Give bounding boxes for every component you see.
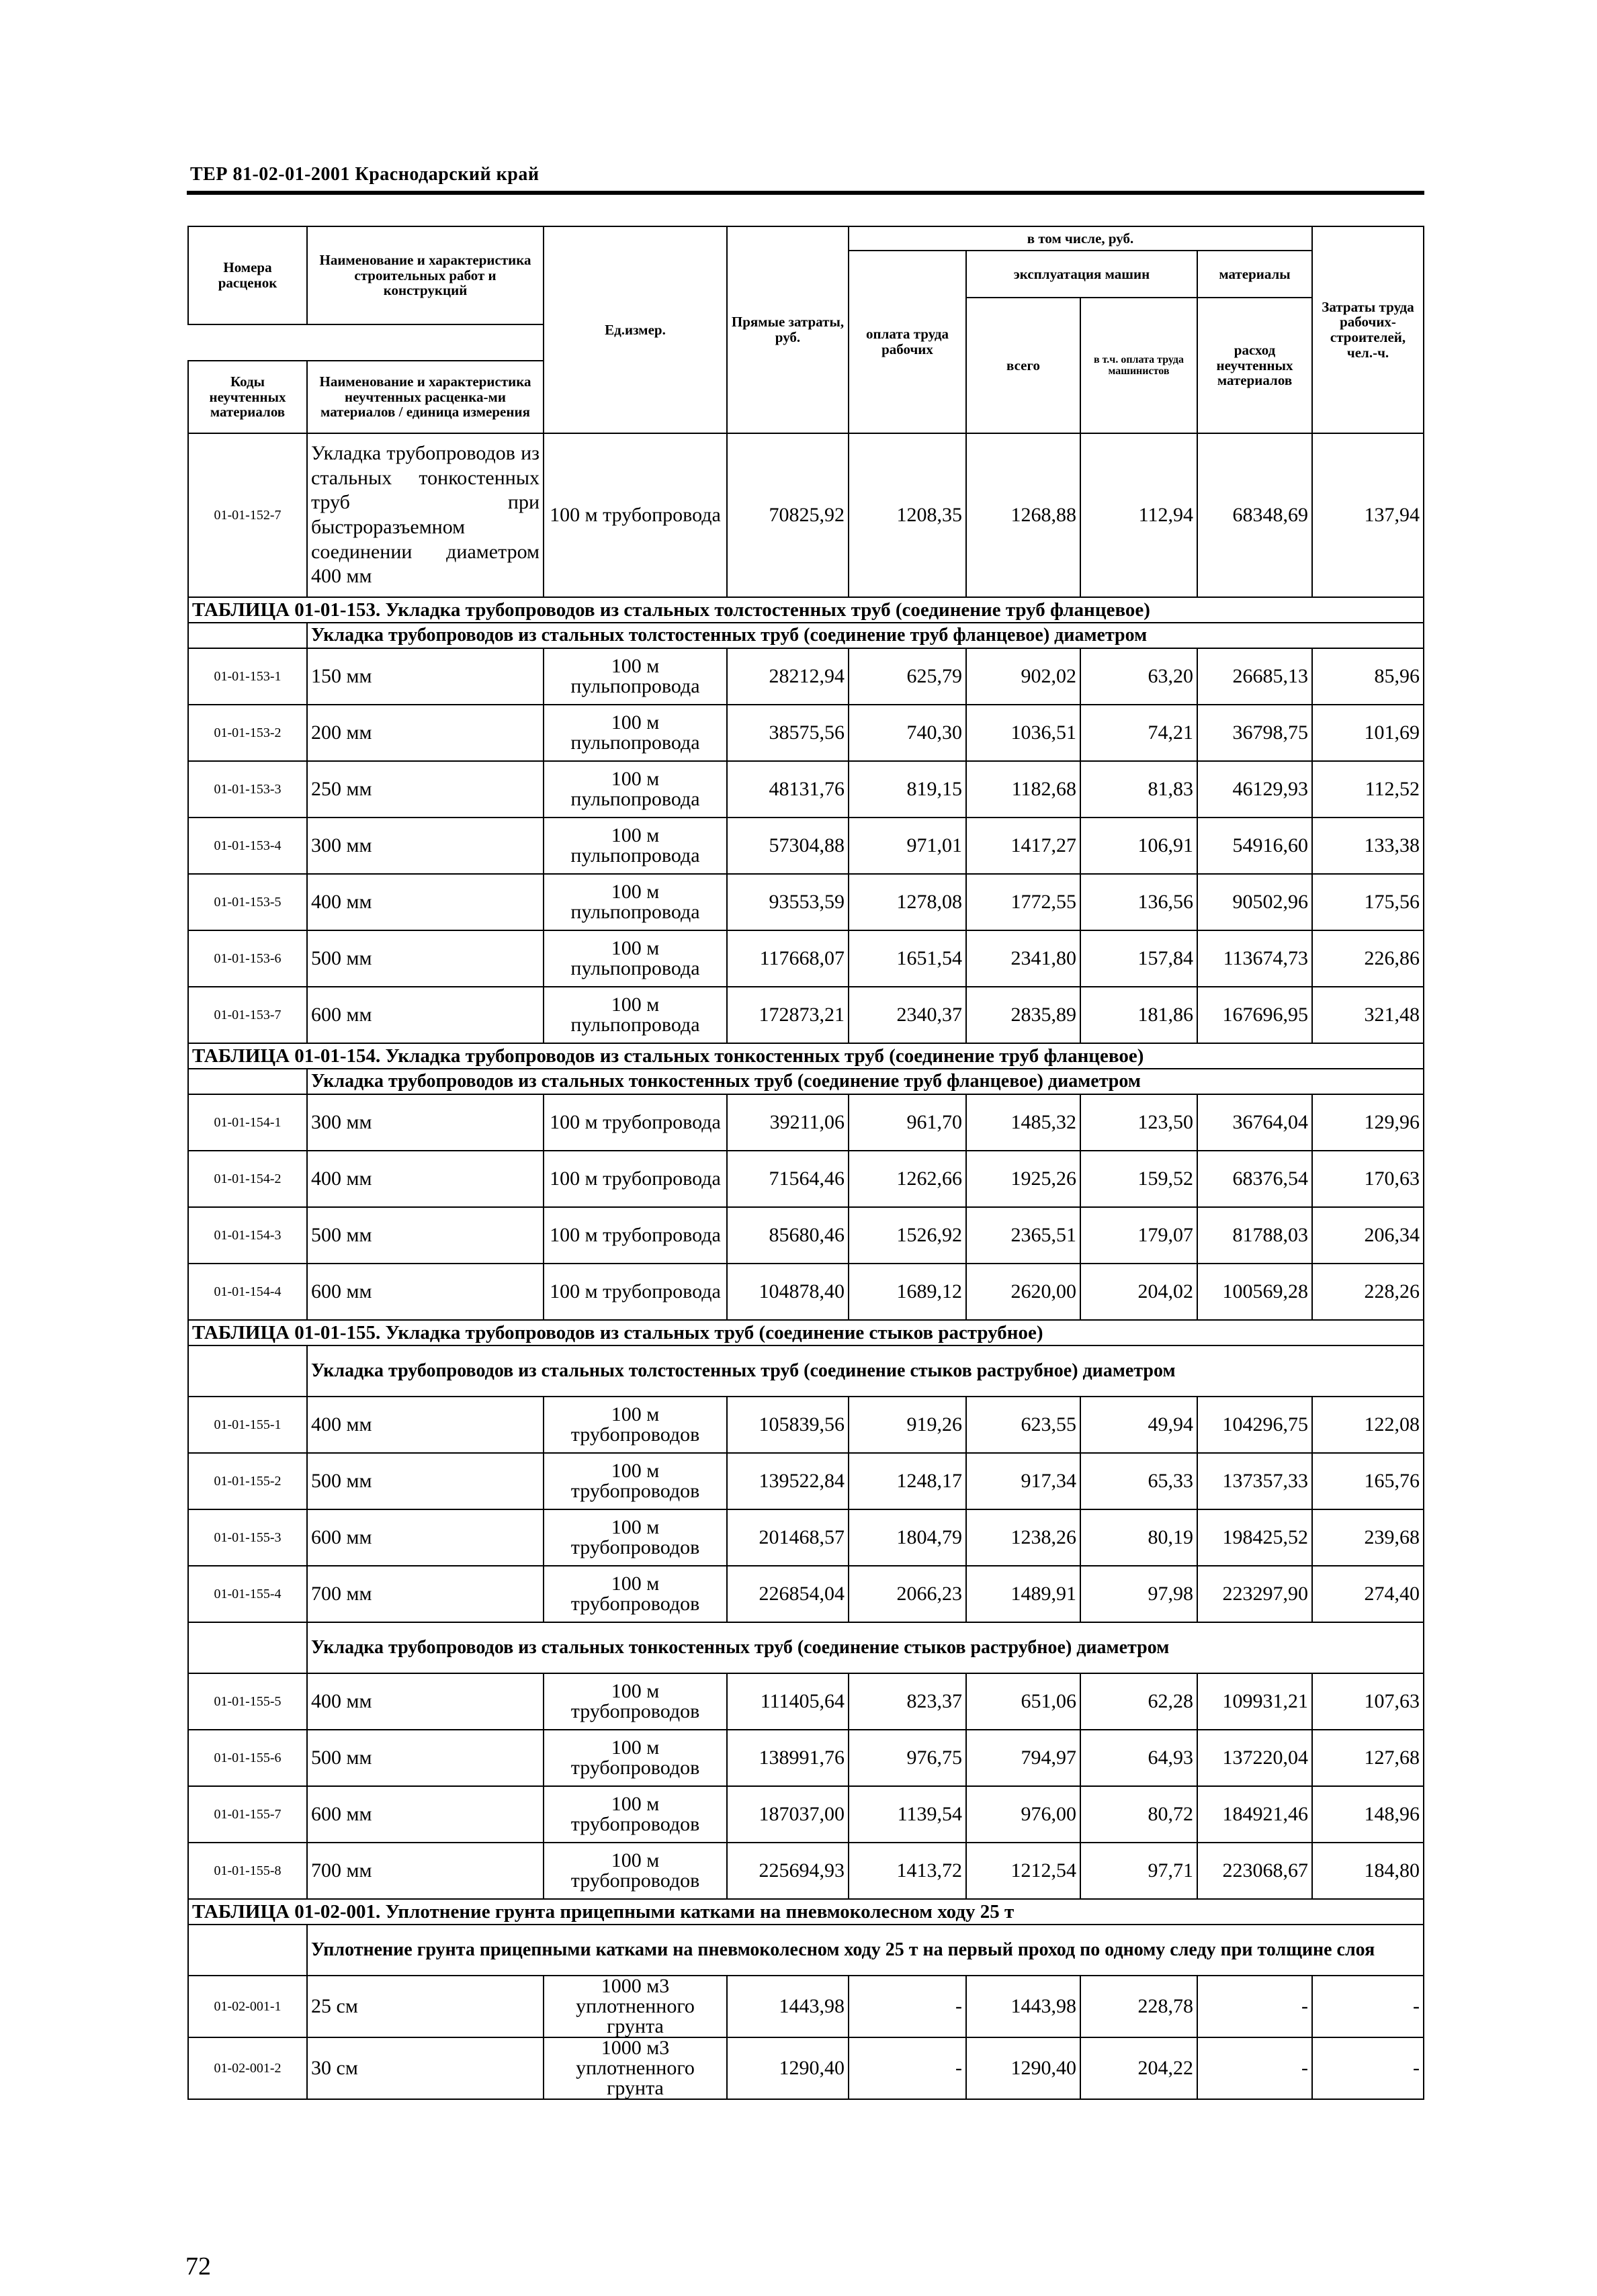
row-code: 01-01-155-6 xyxy=(188,1730,307,1786)
row-direct: 70825,92 xyxy=(727,433,849,597)
row-materials: 137357,33 xyxy=(1197,1453,1312,1509)
table-section-row xyxy=(188,1899,1424,1925)
row-materials: 90502,96 xyxy=(1197,874,1312,930)
table-row xyxy=(188,1843,1424,1899)
row-workers: 184,80 xyxy=(1312,1843,1424,1899)
row-name: 400 мм xyxy=(307,1397,544,1453)
table-row xyxy=(188,1730,1424,1786)
row-unit: 100 м трубопровода xyxy=(544,1207,727,1264)
col-workers: Затраты труда рабочих-строителей, чел.-ч. xyxy=(1312,226,1424,433)
row-labor: 2066,23 xyxy=(849,1566,966,1622)
row-unit: 100 м пульпопровода xyxy=(544,987,727,1043)
row-name: 400 мм xyxy=(307,1151,544,1207)
row-workers: 133,38 xyxy=(1312,818,1424,874)
row-materials: 36798,75 xyxy=(1197,705,1312,761)
row-name: 30 см xyxy=(307,2037,544,2099)
subheading-row xyxy=(188,1069,1424,1094)
row-workers: - xyxy=(1312,1976,1424,2037)
row-workers: 228,26 xyxy=(1312,1264,1424,1320)
row-name: 150 мм xyxy=(307,648,544,705)
row-name: 600 мм xyxy=(307,1509,544,1566)
row-code: 01-01-154-2 xyxy=(188,1151,307,1207)
row-materials: 68348,69 xyxy=(1197,433,1312,597)
row-materials: 104296,75 xyxy=(1197,1397,1312,1453)
table-section-row xyxy=(188,1043,1424,1069)
row-name: 400 мм xyxy=(307,874,544,930)
row-mach-labor: 80,19 xyxy=(1080,1509,1197,1566)
table-row xyxy=(188,1786,1424,1843)
row-unit: 1000 м3 уплотненного грунта xyxy=(544,1976,727,2037)
row-mach: 1772,55 xyxy=(966,874,1080,930)
row-code: 01-01-154-4 xyxy=(188,1264,307,1320)
row-mach-labor: 181,86 xyxy=(1080,987,1197,1043)
row-workers: 165,76 xyxy=(1312,1453,1424,1509)
table-section-row xyxy=(188,1320,1424,1345)
row-mach-labor: 106,91 xyxy=(1080,818,1197,874)
row-labor: - xyxy=(849,2037,966,2099)
row-direct: 39211,06 xyxy=(727,1094,849,1151)
row-mach-labor: 179,07 xyxy=(1080,1207,1197,1264)
row-unit: 100 м трубопроводов xyxy=(544,1786,727,1843)
table-row xyxy=(188,1976,1424,2037)
row-mach-labor: 204,22 xyxy=(1080,2037,1197,2099)
row-unit: 100 м трубопровода xyxy=(544,1151,727,1207)
row-mach-labor: 159,52 xyxy=(1080,1151,1197,1207)
row-labor: 919,26 xyxy=(849,1397,966,1453)
row-workers: 129,96 xyxy=(1312,1094,1424,1151)
subheading-spacer xyxy=(188,623,307,648)
row-labor: 740,30 xyxy=(849,705,966,761)
row-labor: 1689,12 xyxy=(849,1264,966,1320)
row-code: 01-02-001-1 xyxy=(188,1976,307,2037)
table-title: ТАБЛИЦА 01-01-153. Укладка трубопроводов из стальных толстостенных труб (соединение труб фланцевое) xyxy=(188,597,1424,623)
row-materials: 223297,90 xyxy=(1197,1566,1312,1622)
subheading: Укладка трубопроводов из стальных толстостенных труб (соединение труб фланцевое) диаметром xyxy=(307,623,1424,648)
col-name-b: Наименование и характеристика неучтенных расценка-ми материалов / единица измерения xyxy=(307,361,544,433)
row-workers: 122,08 xyxy=(1312,1397,1424,1453)
row-materials: 184921,46 xyxy=(1197,1786,1312,1843)
col-mat-use: расход неучтенных материалов xyxy=(1197,298,1312,433)
row-mach: 1036,51 xyxy=(966,705,1080,761)
col-code-b: Коды неучтенных материалов xyxy=(188,361,307,433)
row-workers: 85,96 xyxy=(1312,648,1424,705)
table-row xyxy=(188,1397,1424,1453)
row-labor: 976,75 xyxy=(849,1730,966,1786)
row-name: 500 мм xyxy=(307,1453,544,1509)
row-name: 25 см xyxy=(307,1976,544,2037)
row-mach: 2835,89 xyxy=(966,987,1080,1043)
row-mach-labor: 228,78 xyxy=(1080,1976,1197,2037)
table-row xyxy=(188,874,1424,930)
row-name: 300 мм xyxy=(307,818,544,874)
row-unit: 100 м трубопроводов xyxy=(544,1397,727,1453)
row-labor: 625,79 xyxy=(849,648,966,705)
page-number: 72 xyxy=(185,2252,211,2281)
row-mach: 2620,00 xyxy=(966,1264,1080,1320)
row-mach: 1485,32 xyxy=(966,1094,1080,1151)
row-labor: 1526,92 xyxy=(849,1207,966,1264)
row-mach-labor: 65,33 xyxy=(1080,1453,1197,1509)
row-unit: 100 м трубопроводов xyxy=(544,1730,727,1786)
row-code: 01-01-153-5 xyxy=(188,874,307,930)
table-row xyxy=(188,648,1424,705)
table-row xyxy=(188,987,1424,1043)
row-direct: 138991,76 xyxy=(727,1730,849,1786)
row-mach-labor: 97,71 xyxy=(1080,1843,1197,1899)
row-workers: - xyxy=(1312,2037,1424,2099)
row-materials: 198425,52 xyxy=(1197,1509,1312,1566)
row-mach: 1182,68 xyxy=(966,761,1080,818)
row-code: 01-01-155-3 xyxy=(188,1509,307,1566)
row-labor: 1139,54 xyxy=(849,1786,966,1843)
row-mach: 651,06 xyxy=(966,1673,1080,1730)
subheading-row xyxy=(188,1622,1424,1673)
row-unit: 100 м трубопроводов xyxy=(544,1509,727,1566)
row-workers: 321,48 xyxy=(1312,987,1424,1043)
table-row xyxy=(188,1264,1424,1320)
row-labor: 823,37 xyxy=(849,1673,966,1730)
col-materials: материалы xyxy=(1197,251,1312,298)
row-mach-labor: 97,98 xyxy=(1080,1566,1197,1622)
row-materials: 100569,28 xyxy=(1197,1264,1312,1320)
row-mach-labor: 123,50 xyxy=(1080,1094,1197,1151)
row-code: 01-01-153-1 xyxy=(188,648,307,705)
row-mach-labor: 64,93 xyxy=(1080,1730,1197,1786)
table-row xyxy=(188,1673,1424,1730)
row-code: 01-01-155-5 xyxy=(188,1673,307,1730)
row-direct: 57304,88 xyxy=(727,818,849,874)
row-materials: - xyxy=(1197,2037,1312,2099)
row-code: 01-01-153-6 xyxy=(188,930,307,987)
col-mach-labor: в т.ч. оплата труда машинистов xyxy=(1080,298,1197,433)
row-name: 200 мм xyxy=(307,705,544,761)
header-rule xyxy=(187,191,1424,195)
table-row xyxy=(188,1151,1424,1207)
table-row xyxy=(188,1509,1424,1566)
col-mach: эксплуатация машин xyxy=(966,251,1197,298)
price-table xyxy=(187,226,1424,2100)
row-unit: 100 м пульпопровода xyxy=(544,874,727,930)
row-unit: 100 м трубопроводов xyxy=(544,1566,727,1622)
row-code: 01-01-155-1 xyxy=(188,1397,307,1453)
subheading-spacer xyxy=(188,1622,307,1673)
row-code: 01-01-155-7 xyxy=(188,1786,307,1843)
row-name: 700 мм xyxy=(307,1843,544,1899)
row-workers: 226,86 xyxy=(1312,930,1424,987)
row-name: 500 мм xyxy=(307,1730,544,1786)
table-row xyxy=(188,2037,1424,2099)
row-materials: 81788,03 xyxy=(1197,1207,1312,1264)
table-row xyxy=(188,930,1424,987)
row-direct: 139522,84 xyxy=(727,1453,849,1509)
row-materials: 36764,04 xyxy=(1197,1094,1312,1151)
subheading-spacer xyxy=(188,1345,307,1397)
row-mach-labor: 81,83 xyxy=(1080,761,1197,818)
row-workers: 274,40 xyxy=(1312,1566,1424,1622)
row-mach-labor: 63,20 xyxy=(1080,648,1197,705)
row-workers: 206,34 xyxy=(1312,1207,1424,1264)
table-row xyxy=(188,1453,1424,1509)
row-materials: 109931,21 xyxy=(1197,1673,1312,1730)
row-workers: 175,56 xyxy=(1312,874,1424,930)
col-code-a: Номера расценок xyxy=(188,226,307,324)
subheading: Уплотнение грунта прицепными катками на пневмоколесном ходу 25 т на первый проход по одному следу при толщине слоя xyxy=(307,1925,1424,1976)
subheading-row xyxy=(188,1925,1424,1976)
row-mach: 1290,40 xyxy=(966,2037,1080,2099)
table-row xyxy=(188,705,1424,761)
row-workers: 239,68 xyxy=(1312,1509,1424,1566)
row-mach: 2365,51 xyxy=(966,1207,1080,1264)
row-direct: 172873,21 xyxy=(727,987,849,1043)
row-direct: 38575,56 xyxy=(727,705,849,761)
table-title: ТАБЛИЦА 01-01-155. Укладка трубопроводов из стальных труб (соединение стыков раструбное) xyxy=(188,1320,1424,1345)
table-title: ТАБЛИЦА 01-01-154. Укладка трубопроводов из стальных тонкостенных труб (соединение труб фланцевое) xyxy=(188,1043,1424,1069)
row-name: 600 мм xyxy=(307,1786,544,1843)
row-direct: 187037,00 xyxy=(727,1786,849,1843)
row-mach-labor: 62,28 xyxy=(1080,1673,1197,1730)
row-labor: 2340,37 xyxy=(849,987,966,1043)
table-row xyxy=(188,761,1424,818)
row-workers: 127,68 xyxy=(1312,1730,1424,1786)
row-code: 01-01-154-1 xyxy=(188,1094,307,1151)
row-mach: 976,00 xyxy=(966,1786,1080,1843)
row-direct: 225694,93 xyxy=(727,1843,849,1899)
row-code: 01-01-154-3 xyxy=(188,1207,307,1264)
row-code: 01-01-153-7 xyxy=(188,987,307,1043)
row-unit: 100 м трубопровода xyxy=(544,1094,727,1151)
row-code: 01-01-153-4 xyxy=(188,818,307,874)
row-mach: 1489,91 xyxy=(966,1566,1080,1622)
table-row xyxy=(188,1566,1424,1622)
row-workers: 101,69 xyxy=(1312,705,1424,761)
row-labor: 1651,54 xyxy=(849,930,966,987)
row-materials: 137220,04 xyxy=(1197,1730,1312,1786)
row-direct: 85680,46 xyxy=(727,1207,849,1264)
row-unit: 100 м трубопровода xyxy=(544,1264,727,1320)
row-materials: 167696,95 xyxy=(1197,987,1312,1043)
row-code: 01-01-152-7 xyxy=(188,433,307,597)
row-unit: 100 м трубопровода xyxy=(544,433,727,597)
row-labor: 1278,08 xyxy=(849,874,966,930)
row-mach: 1417,27 xyxy=(966,818,1080,874)
row-mach-labor: 112,94 xyxy=(1080,433,1197,597)
row-unit: 100 м пульпопровода xyxy=(544,648,727,705)
row-labor: 1248,17 xyxy=(849,1453,966,1509)
subheading-spacer xyxy=(188,1069,307,1094)
row-direct: 71564,46 xyxy=(727,1151,849,1207)
row-mach-labor: 136,56 xyxy=(1080,874,1197,930)
col-labor: оплата труда рабочих xyxy=(849,251,966,433)
row-labor: 1804,79 xyxy=(849,1509,966,1566)
col-mach-total: всего xyxy=(966,298,1080,433)
row-code: 01-01-155-2 xyxy=(188,1453,307,1509)
subheading-row xyxy=(188,623,1424,648)
table-row xyxy=(188,1207,1424,1264)
row-mach: 917,34 xyxy=(966,1453,1080,1509)
table-section-row xyxy=(188,597,1424,623)
row-name: 600 мм xyxy=(307,1264,544,1320)
row-code: 01-01-153-3 xyxy=(188,761,307,818)
subheading-spacer xyxy=(188,1925,307,1976)
row-mach: 1268,88 xyxy=(966,433,1080,597)
row-name: 600 мм xyxy=(307,987,544,1043)
row-labor: 1208,35 xyxy=(849,433,966,597)
row-direct: 1443,98 xyxy=(727,1976,849,2037)
row-unit: 100 м пульпопровода xyxy=(544,818,727,874)
row-mach: 1238,26 xyxy=(966,1509,1080,1566)
row-code: 01-01-153-2 xyxy=(188,705,307,761)
row-mach: 1925,26 xyxy=(966,1151,1080,1207)
row-materials: 223068,67 xyxy=(1197,1843,1312,1899)
row-unit: 1000 м3 уплотненного грунта xyxy=(544,2037,727,2099)
subheading-row xyxy=(188,1345,1424,1397)
row-mach-labor: 157,84 xyxy=(1080,930,1197,987)
row-workers: 170,63 xyxy=(1312,1151,1424,1207)
page-header: ТЕР 81-02-01-2001 Краснодарский край xyxy=(190,164,539,185)
row-name: 500 мм xyxy=(307,930,544,987)
row-direct: 201468,57 xyxy=(727,1509,849,1566)
row-code: 01-02-001-2 xyxy=(188,2037,307,2099)
row-mach: 902,02 xyxy=(966,648,1080,705)
row-direct: 1290,40 xyxy=(727,2037,849,2099)
col-name-a: Наименование и характеристика строительных работ и конструкций xyxy=(307,226,544,324)
row-mach-labor: 80,72 xyxy=(1080,1786,1197,1843)
row-workers: 112,52 xyxy=(1312,761,1424,818)
row-materials: 54916,60 xyxy=(1197,818,1312,874)
row-mach-labor: 204,02 xyxy=(1080,1264,1197,1320)
subheading: Укладка трубопроводов из стальных тонкостенных труб (соединение труб фланцевое) диаметром xyxy=(307,1069,1424,1094)
row-mach: 2341,80 xyxy=(966,930,1080,987)
row-materials: 46129,93 xyxy=(1197,761,1312,818)
row-unit: 100 м пульпопровода xyxy=(544,930,727,987)
row-mach: 1212,54 xyxy=(966,1843,1080,1899)
row-mach: 1443,98 xyxy=(966,1976,1080,2037)
row-direct: 93553,59 xyxy=(727,874,849,930)
row-unit: 100 м пульпопровода xyxy=(544,705,727,761)
row-direct: 104878,40 xyxy=(727,1264,849,1320)
row-mach-labor: 49,94 xyxy=(1080,1397,1197,1453)
row-mach: 794,97 xyxy=(966,1730,1080,1786)
row-workers: 107,63 xyxy=(1312,1673,1424,1730)
row-code: 01-01-155-8 xyxy=(188,1843,307,1899)
table-row xyxy=(188,1094,1424,1151)
row-direct: 28212,94 xyxy=(727,648,849,705)
row-name: 300 мм xyxy=(307,1094,544,1151)
table-row xyxy=(188,818,1424,874)
row-unit: 100 м трубопроводов xyxy=(544,1673,727,1730)
row-direct: 117668,07 xyxy=(727,930,849,987)
row-workers: 148,96 xyxy=(1312,1786,1424,1843)
row-name: 400 мм xyxy=(307,1673,544,1730)
row-materials: 68376,54 xyxy=(1197,1151,1312,1207)
col-incl: в том числе, руб. xyxy=(849,226,1312,251)
row-direct: 226854,04 xyxy=(727,1566,849,1622)
subheading: Укладка трубопроводов из стальных тонкостенных труб (соединение стыков раструбное) диаметром xyxy=(307,1622,1424,1673)
row-labor: 961,70 xyxy=(849,1094,966,1151)
row-labor: 1262,66 xyxy=(849,1151,966,1207)
subheading: Укладка трубопроводов из стальных толстостенных труб (соединение стыков раструбное) диаметром xyxy=(307,1345,1424,1397)
row-code: 01-01-155-4 xyxy=(188,1566,307,1622)
row-unit: 100 м трубопроводов xyxy=(544,1843,727,1899)
row-direct: 105839,56 xyxy=(727,1397,849,1453)
row-unit: 100 м трубопроводов xyxy=(544,1453,727,1509)
row-name: 250 мм xyxy=(307,761,544,818)
row-direct: 111405,64 xyxy=(727,1673,849,1730)
row-materials: 26685,13 xyxy=(1197,648,1312,705)
row-direct: 48131,76 xyxy=(727,761,849,818)
row-materials: - xyxy=(1197,1976,1312,2037)
col-direct: Прямые затраты, руб. xyxy=(727,226,849,433)
table-title: ТАБЛИЦА 01-02-001. Уплотнение грунта прицепными катками на пневмоколесном ходу 25 т xyxy=(188,1899,1424,1925)
row-name: 700 мм xyxy=(307,1566,544,1622)
row-name: 500 мм xyxy=(307,1207,544,1264)
row-mach-labor: 74,21 xyxy=(1080,705,1197,761)
row-name: Укладка трубопроводов из стальных тонкостенных труб при быстроразъемном соединении диаметром 400 мм xyxy=(307,433,544,597)
row-labor: 819,15 xyxy=(849,761,966,818)
row-labor: 971,01 xyxy=(849,818,966,874)
row-mach: 623,55 xyxy=(966,1397,1080,1453)
col-unit: Ед.измер. xyxy=(544,226,727,433)
row-labor: 1413,72 xyxy=(849,1843,966,1899)
row-labor: - xyxy=(849,1976,966,2037)
row-materials: 113674,73 xyxy=(1197,930,1312,987)
row-unit: 100 м пульпопровода xyxy=(544,761,727,818)
row-workers: 137,94 xyxy=(1312,433,1424,597)
